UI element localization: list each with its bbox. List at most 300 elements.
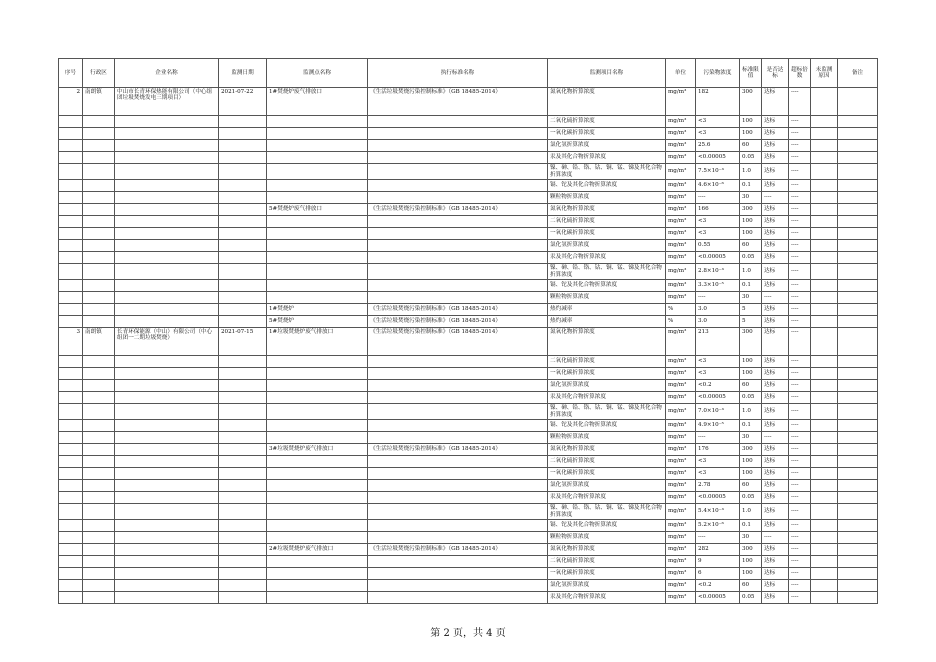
table-cell: 9 — [696, 556, 740, 568]
table-cell: 100 — [740, 228, 762, 240]
table-cell — [838, 456, 878, 468]
table-cell: 镍、砷、铅、铬、钴、铜、锰、锑及其化合物折算浓度 — [548, 404, 666, 420]
table-cell: 100 — [740, 468, 762, 480]
table-cell — [115, 316, 219, 328]
table-cell: 一氧化碳折算浓度 — [548, 228, 666, 240]
table-cell: 0.05 — [740, 592, 762, 604]
table-cell — [219, 140, 267, 152]
table-cell — [83, 432, 115, 444]
table-cell — [368, 368, 548, 380]
table-cell: 2021-07-15 — [219, 328, 267, 356]
table-cell: ---- — [789, 152, 811, 164]
table-cell — [219, 280, 267, 292]
table-cell — [83, 504, 115, 520]
table-cell — [811, 492, 838, 504]
table-cell: ---- — [762, 532, 789, 544]
table-cell: 氯化氢折算浓度 — [548, 140, 666, 152]
table-cell: mg/m³ — [666, 368, 696, 380]
table-cell — [838, 228, 878, 240]
table-cell: 《生活垃圾焚烧污染控制标准》（GB 18485-2014） — [368, 444, 548, 456]
table-cell: <3 — [696, 128, 740, 140]
table-cell: 1#焚烧炉 — [267, 304, 368, 316]
col-header: 监测项目名称 — [548, 59, 666, 88]
table-cell — [267, 264, 368, 280]
table-cell — [83, 568, 115, 580]
table-cell: 《生活垃圾焚烧污染控制标准》（GB 18485-2014） — [368, 328, 548, 356]
table-row — [59, 380, 878, 392]
table-row — [59, 456, 878, 468]
table-cell: ---- — [789, 304, 811, 316]
table-cell: 《生活垃圾焚烧污染控制标准》（GB 18485-2014） — [368, 204, 548, 216]
table-cell: 0.1 — [740, 280, 762, 292]
table-cell: 氯化氢折算浓度 — [548, 580, 666, 592]
col-header: 超标倍数 — [789, 59, 811, 88]
table-row — [59, 568, 878, 580]
table-cell: 达标 — [762, 480, 789, 492]
table-cell — [368, 556, 548, 568]
table-cell: 0.1 — [740, 520, 762, 532]
table-cell — [368, 568, 548, 580]
table-cell — [368, 504, 548, 520]
table-cell — [267, 356, 368, 368]
table-cell: ---- — [789, 432, 811, 444]
table-row — [59, 504, 878, 520]
table-cell: 达标 — [762, 88, 789, 116]
table-cell: ---- — [789, 228, 811, 240]
table-cell — [83, 240, 115, 252]
col-header: 污染物浓度 — [696, 59, 740, 88]
table-cell: 颗粒物折算浓度 — [548, 532, 666, 544]
table-cell: 100 — [740, 568, 762, 580]
table-cell — [368, 252, 548, 264]
table-cell — [59, 444, 83, 456]
table-cell: 25.6 — [696, 140, 740, 152]
table-cell — [83, 216, 115, 228]
table-cell: 达标 — [762, 492, 789, 504]
table-cell — [115, 180, 219, 192]
table-cell: 氯化氢折算浓度 — [548, 380, 666, 392]
table-cell — [368, 404, 548, 420]
table-cell: 213 — [696, 328, 740, 356]
table-cell — [838, 392, 878, 404]
table-cell: <0.00005 — [696, 152, 740, 164]
table-cell: 166 — [696, 204, 740, 216]
table-cell — [368, 164, 548, 180]
table-cell: 达标 — [762, 152, 789, 164]
col-header: 未监测原因 — [811, 59, 838, 88]
table-cell: 氮氧化物折算浓度 — [548, 328, 666, 356]
table-row — [59, 140, 878, 152]
table-cell: ---- — [789, 556, 811, 568]
table-cell — [83, 152, 115, 164]
table-cell: 达标 — [762, 164, 789, 180]
table-row — [59, 192, 878, 204]
table-cell — [811, 392, 838, 404]
table-cell: 5 — [740, 316, 762, 328]
table-cell — [838, 356, 878, 368]
table-cell — [811, 432, 838, 444]
table-cell: mg/m³ — [666, 544, 696, 556]
table-cell — [368, 468, 548, 480]
table-cell — [368, 140, 548, 152]
table-cell: <0.00005 — [696, 592, 740, 604]
table-cell — [83, 264, 115, 280]
table-cell: 镍、砷、铅、铬、钴、铜、锰、锑及其化合物折算浓度 — [548, 504, 666, 520]
table-cell: 颗粒物折算浓度 — [548, 292, 666, 304]
table-cell — [83, 252, 115, 264]
table-cell — [267, 280, 368, 292]
table-cell: 达标 — [762, 304, 789, 316]
table-cell: mg/m³ — [666, 164, 696, 180]
table-cell: 一氧化碳折算浓度 — [548, 128, 666, 140]
table-cell: ---- — [789, 216, 811, 228]
table-cell — [83, 280, 115, 292]
table-row — [59, 292, 878, 304]
table-cell: mg/m³ — [666, 252, 696, 264]
table-cell — [368, 116, 548, 128]
table-cell — [115, 404, 219, 420]
table-cell — [115, 432, 219, 444]
table-cell — [115, 356, 219, 368]
table-cell — [115, 520, 219, 532]
table-cell — [83, 356, 115, 368]
table-cell: ---- — [789, 328, 811, 356]
table-row — [59, 116, 878, 128]
table-cell — [219, 480, 267, 492]
table-cell — [115, 480, 219, 492]
table-cell — [219, 216, 267, 228]
col-header: 执行标准名称 — [368, 59, 548, 88]
table-cell: 达标 — [762, 216, 789, 228]
table-cell — [368, 240, 548, 252]
table-cell: 镉、铊及其化合物折算浓度 — [548, 420, 666, 432]
table-cell — [219, 568, 267, 580]
table-cell: 汞及其化合物折算浓度 — [548, 252, 666, 264]
table-cell — [115, 532, 219, 544]
table-cell — [368, 580, 548, 592]
table-cell: 氯化氢折算浓度 — [548, 240, 666, 252]
table-cell: 汞及其化合物折算浓度 — [548, 152, 666, 164]
table-cell — [811, 304, 838, 316]
table-cell — [838, 164, 878, 180]
table-cell: 达标 — [762, 228, 789, 240]
table-cell — [267, 192, 368, 204]
table-cell — [267, 492, 368, 504]
table-cell: 二氧化硫折算浓度 — [548, 456, 666, 468]
table-cell: 60 — [740, 140, 762, 152]
table-cell: ---- — [789, 116, 811, 128]
table-cell — [219, 164, 267, 180]
table-cell: mg/m³ — [666, 128, 696, 140]
table-cell: 氮氧化物折算浓度 — [548, 444, 666, 456]
table-cell — [811, 252, 838, 264]
table-cell — [83, 480, 115, 492]
table-cell — [368, 192, 548, 204]
table-cell — [219, 492, 267, 504]
table-cell — [115, 456, 219, 468]
table-cell: mg/m³ — [666, 404, 696, 420]
table-cell — [83, 380, 115, 392]
table-cell — [59, 580, 83, 592]
table-row — [59, 280, 878, 292]
table-cell — [219, 420, 267, 432]
table-cell — [59, 216, 83, 228]
table-cell: 达标 — [762, 420, 789, 432]
table-cell — [59, 420, 83, 432]
table-cell: ---- — [789, 292, 811, 304]
table-cell — [811, 264, 838, 280]
table-cell: 30 — [740, 432, 762, 444]
table-cell: mg/m³ — [666, 392, 696, 404]
table-cell — [811, 368, 838, 380]
table-cell: 达标 — [762, 180, 789, 192]
table-cell — [59, 404, 83, 420]
table-cell: ---- — [789, 280, 811, 292]
table-cell — [267, 240, 368, 252]
table-cell: 1.0 — [740, 264, 762, 280]
table-cell — [59, 380, 83, 392]
table-cell — [811, 456, 838, 468]
table-cell: 达标 — [762, 504, 789, 520]
table-cell — [267, 216, 368, 228]
table-cell — [838, 328, 878, 356]
table-cell: 《生活垃圾焚烧污染控制标准》（GB 18485-2014） — [368, 304, 548, 316]
table-cell — [219, 228, 267, 240]
table-cell: 1.0 — [740, 504, 762, 520]
table-cell — [267, 380, 368, 392]
table-cell: ---- — [789, 204, 811, 216]
table-cell: ---- — [789, 88, 811, 116]
table-cell: 100 — [740, 128, 762, 140]
table-cell: 5.2×10⁻⁶ — [696, 520, 740, 532]
table-cell: ---- — [789, 480, 811, 492]
table-cell: 0.05 — [740, 252, 762, 264]
table-cell — [59, 504, 83, 520]
table-cell — [838, 204, 878, 216]
table-cell: mg/m³ — [666, 520, 696, 532]
table-cell: 镉、铊及其化合物折算浓度 — [548, 520, 666, 532]
table-cell — [83, 164, 115, 180]
table-cell — [219, 544, 267, 556]
table-cell — [59, 532, 83, 544]
table-cell — [83, 520, 115, 532]
table-cell: <3 — [696, 216, 740, 228]
table-cell — [267, 404, 368, 420]
table-row — [59, 316, 878, 328]
table-cell — [267, 228, 368, 240]
table-cell — [838, 532, 878, 544]
table-cell: mg/m³ — [666, 420, 696, 432]
table-cell — [83, 116, 115, 128]
table-cell: 镍、砷、铅、铬、钴、铜、锰、锑及其化合物折算浓度 — [548, 264, 666, 280]
table-cell: 60 — [740, 480, 762, 492]
table-row — [59, 88, 878, 116]
col-header: 监测点名称 — [267, 59, 368, 88]
table-cell — [59, 492, 83, 504]
table-cell — [115, 152, 219, 164]
table-cell — [838, 480, 878, 492]
table-cell — [368, 480, 548, 492]
table-cell — [59, 316, 83, 328]
table-cell: 0.55 — [696, 240, 740, 252]
table-cell — [811, 316, 838, 328]
table-cell: 长青环保能源（中山）有限公司（中心组团一二期垃圾焚烧） — [115, 328, 219, 356]
table-cell: 达标 — [762, 240, 789, 252]
table-cell — [811, 116, 838, 128]
table-cell: mg/m³ — [666, 192, 696, 204]
table-cell: ---- — [789, 128, 811, 140]
table-cell — [219, 532, 267, 544]
table-cell — [83, 456, 115, 468]
table-cell — [59, 164, 83, 180]
table-cell: 300 — [740, 444, 762, 456]
table-cell — [219, 356, 267, 368]
table-cell — [811, 140, 838, 152]
table-cell — [59, 292, 83, 304]
table-cell: ---- — [789, 520, 811, 532]
table-row — [59, 328, 878, 356]
table-cell: <3 — [696, 228, 740, 240]
table-cell — [368, 280, 548, 292]
table-cell: mg/m³ — [666, 216, 696, 228]
table-cell: ---- — [789, 368, 811, 380]
table-cell: 5 — [740, 304, 762, 316]
table-cell — [115, 140, 219, 152]
table-cell — [838, 468, 878, 480]
table-cell — [267, 480, 368, 492]
table-cell: mg/m³ — [666, 492, 696, 504]
table-cell — [838, 592, 878, 604]
table-cell: 7.0×10⁻³ — [696, 404, 740, 420]
table-cell — [83, 392, 115, 404]
table-cell: 100 — [740, 356, 762, 368]
table-cell — [219, 520, 267, 532]
table-cell — [267, 164, 368, 180]
table-cell: 5#焚烧炉 — [267, 316, 368, 328]
table-row — [59, 556, 878, 568]
table-cell — [59, 304, 83, 316]
table-cell: 达标 — [762, 140, 789, 152]
table-cell: mg/m³ — [666, 240, 696, 252]
table-cell — [811, 380, 838, 392]
table-cell — [368, 152, 548, 164]
table-cell: 镉、铊及其化合物折算浓度 — [548, 280, 666, 292]
table-cell — [219, 456, 267, 468]
table-cell: ---- — [789, 404, 811, 420]
table-cell: 30 — [740, 532, 762, 544]
table-cell — [267, 592, 368, 604]
table-cell — [811, 504, 838, 520]
table-cell — [838, 240, 878, 252]
table-cell: ---- — [789, 316, 811, 328]
table-cell: 2.8×10⁻³ — [696, 264, 740, 280]
table-cell: ---- — [789, 544, 811, 556]
table-cell — [115, 444, 219, 456]
table-row — [59, 128, 878, 140]
table-cell — [219, 128, 267, 140]
table-cell — [811, 468, 838, 480]
table-cell — [219, 240, 267, 252]
table-cell: 0.05 — [740, 152, 762, 164]
table-cell: ---- — [789, 380, 811, 392]
table-cell: 3 — [59, 328, 83, 356]
table-cell: mg/m³ — [666, 180, 696, 192]
table-cell: mg/m³ — [666, 480, 696, 492]
table-cell — [59, 264, 83, 280]
table-cell — [219, 192, 267, 204]
table-cell: 1.0 — [740, 404, 762, 420]
table-cell: 1#焚烧炉废气排放口 — [267, 88, 368, 116]
header-row — [59, 59, 878, 88]
table-cell — [59, 520, 83, 532]
table-cell: mg/m³ — [666, 280, 696, 292]
table-cell — [59, 556, 83, 568]
table-cell: <3 — [696, 368, 740, 380]
table-cell — [115, 280, 219, 292]
table-cell — [368, 492, 548, 504]
table-cell — [59, 140, 83, 152]
table-cell — [115, 204, 219, 216]
table-cell: mg/m³ — [666, 140, 696, 152]
table-cell — [811, 328, 838, 356]
table-cell — [838, 116, 878, 128]
table-cell: 2#垃圾焚烧炉废气排放口 — [267, 544, 368, 556]
table-cell: 100 — [740, 368, 762, 380]
table-cell — [115, 568, 219, 580]
table-cell — [115, 292, 219, 304]
table-cell — [811, 240, 838, 252]
table-body — [59, 88, 878, 604]
col-header: 企业名称 — [115, 59, 219, 88]
table-cell: 3.3×10⁻⁵ — [696, 280, 740, 292]
table-cell — [267, 252, 368, 264]
table-cell: ---- — [789, 580, 811, 592]
table-row — [59, 252, 878, 264]
table-cell — [83, 556, 115, 568]
table-cell — [219, 264, 267, 280]
table-cell: % — [666, 304, 696, 316]
table-cell: 达标 — [762, 328, 789, 356]
table-cell: 达标 — [762, 392, 789, 404]
table-row — [59, 152, 878, 164]
table-cell: 0.1 — [740, 420, 762, 432]
table-cell — [219, 468, 267, 480]
table-cell: 100 — [740, 216, 762, 228]
table-row — [59, 264, 878, 280]
table-cell — [219, 380, 267, 392]
table-cell: mg/m³ — [666, 88, 696, 116]
table-cell — [115, 468, 219, 480]
table-cell — [59, 480, 83, 492]
table-cell: ---- — [789, 356, 811, 368]
table-row — [59, 240, 878, 252]
table-cell: 3.0 — [696, 304, 740, 316]
table-cell: 达标 — [762, 520, 789, 532]
table-cell: 1.0 — [740, 164, 762, 180]
table-row — [59, 580, 878, 592]
table-cell: <0.2 — [696, 380, 740, 392]
table-cell — [83, 592, 115, 604]
table-cell — [219, 392, 267, 404]
table-cell — [219, 292, 267, 304]
table-cell — [115, 128, 219, 140]
table-cell — [83, 228, 115, 240]
table-row — [59, 444, 878, 456]
table-cell: ---- — [789, 504, 811, 520]
table-cell — [59, 356, 83, 368]
table-cell — [838, 504, 878, 520]
table-cell: ---- — [789, 180, 811, 192]
